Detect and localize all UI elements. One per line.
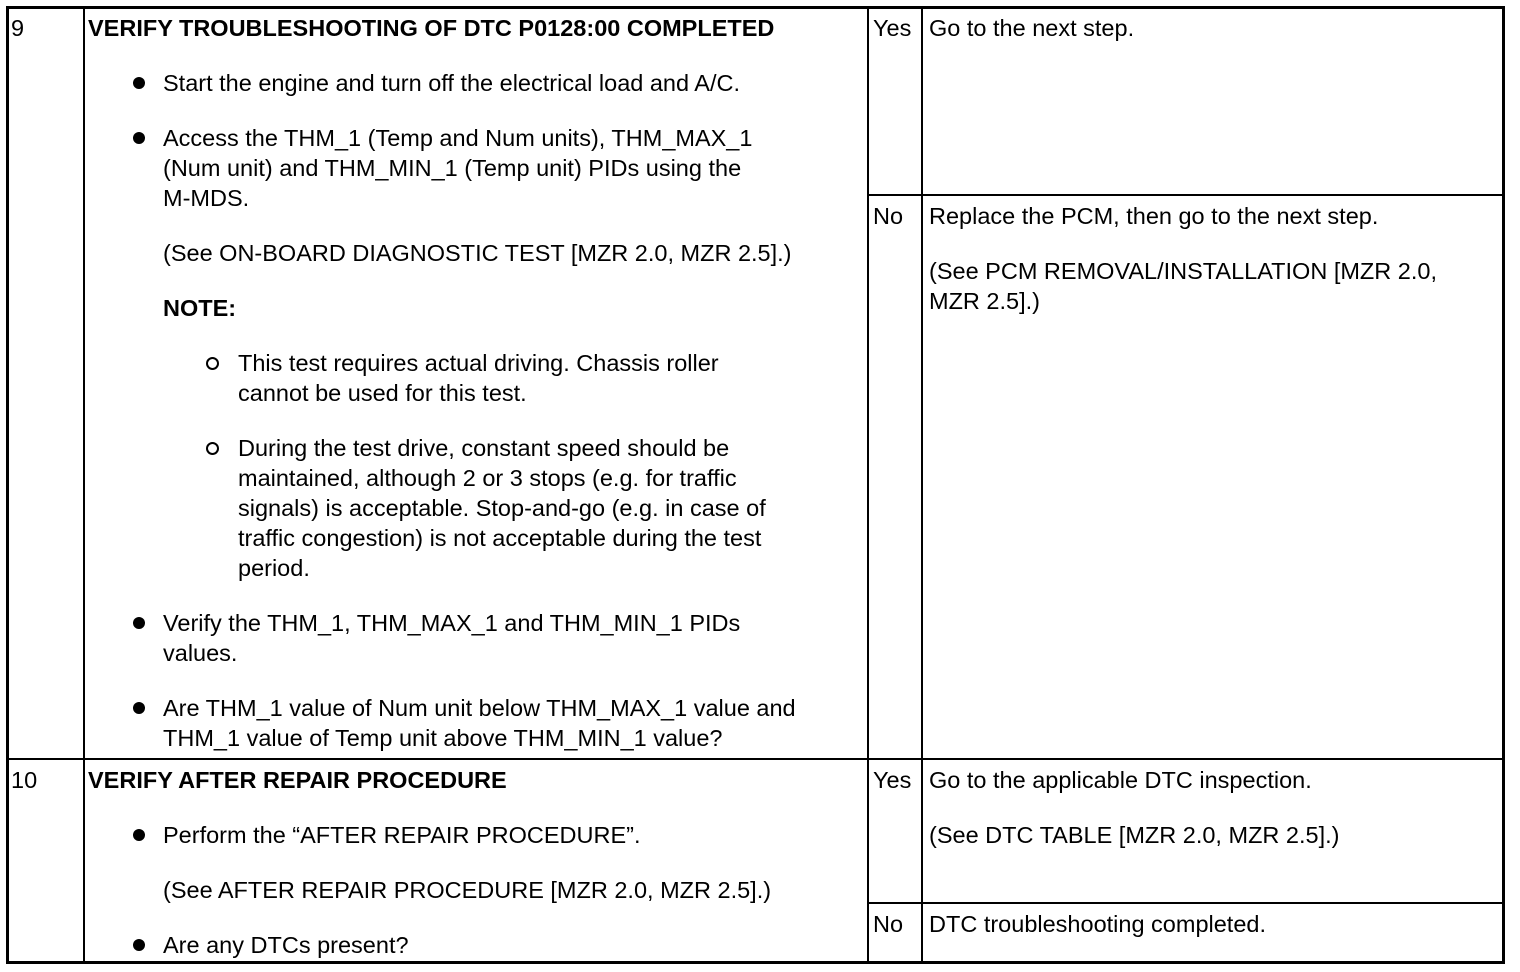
- action-text: (Num unit) and THM_MIN_1 (Temp unit) PIDs using the: [163, 155, 742, 181]
- action-text: Perform the “AFTER REPAIR PROCEDURE”.: [163, 822, 641, 848]
- sub-bullet-icon: [206, 442, 219, 455]
- yes-label: Yes: [873, 15, 912, 41]
- reference-text: MZR 2.5].): [929, 288, 1040, 314]
- yes-label: Yes: [873, 767, 912, 793]
- no-label: No: [873, 203, 904, 229]
- step-number: 9: [11, 15, 25, 41]
- action-text: M-MDS.: [163, 185, 250, 211]
- column-divider: [921, 9, 923, 961]
- no-action: DTC troubleshooting completed.: [929, 911, 1267, 937]
- step-number: 10: [11, 767, 38, 793]
- reference-text: (See AFTER REPAIR PROCEDURE [MZR 2.0, MZR 2.5].): [163, 877, 772, 903]
- step-title: VERIFY AFTER REPAIR PROCEDURE: [88, 767, 507, 793]
- reference-text: (See PCM REMOVAL/INSTALLATION [MZR 2.0,: [929, 258, 1437, 284]
- note-text: maintained, although 2 or 3 stops (e.g. for traffic: [238, 465, 737, 491]
- action-text: THM_1 value of Temp unit above THM_MIN_1 value?: [163, 725, 723, 751]
- note-text: During the test drive, constant speed should be: [238, 435, 730, 461]
- yes-action: Go to the applicable DTC inspection.: [929, 767, 1312, 793]
- action-text: Are THM_1 value of Num unit below THM_MAX_1 value and: [163, 695, 796, 721]
- reference-text: (See DTC TABLE [MZR 2.0, MZR 2.5].): [929, 822, 1340, 848]
- note-text: cannot be used for this test.: [238, 380, 527, 406]
- yes-no-divider: [867, 194, 1502, 196]
- no-action: Replace the PCM, then go to the next step.: [929, 203, 1379, 229]
- action-text: values.: [163, 640, 238, 666]
- yes-action: Go to the next step.: [929, 15, 1135, 41]
- column-divider: [83, 9, 85, 961]
- bullet-icon: [133, 617, 145, 629]
- column-divider: [867, 9, 869, 961]
- note-text: traffic congestion) is not acceptable during the test: [238, 525, 762, 551]
- yes-no-divider: [867, 902, 1502, 904]
- bullet-icon: [133, 77, 145, 89]
- sub-bullet-icon: [206, 357, 219, 370]
- bullet-icon: [133, 132, 145, 144]
- bullet-icon: [133, 829, 145, 841]
- action-text: Verify the THM_1, THM_MAX_1 and THM_MIN_1 PIDs: [163, 610, 741, 636]
- note-label: NOTE:: [163, 295, 237, 321]
- step-title: VERIFY TROUBLESHOOTING OF DTC P0128:00 COMPLETED: [88, 15, 775, 41]
- bullet-icon: [133, 702, 145, 714]
- action-text: Start the engine and turn off the electrical load and A/C.: [163, 70, 741, 96]
- action-text: Access the THM_1 (Temp and Num units), THM_MAX_1: [163, 125, 753, 151]
- bullet-icon: [133, 939, 145, 951]
- no-label: No: [873, 911, 904, 937]
- note-text: This test requires actual driving. Chassis roller: [238, 350, 719, 376]
- reference-text: (See ON-BOARD DIAGNOSTIC TEST [MZR 2.0, MZR 2.5].): [163, 240, 792, 266]
- note-text: signals) is acceptable. Stop-and-go (e.g. in case of: [238, 495, 766, 521]
- row-divider: [9, 758, 1502, 760]
- action-text: Are any DTCs present?: [163, 932, 409, 958]
- note-text: period.: [238, 555, 310, 581]
